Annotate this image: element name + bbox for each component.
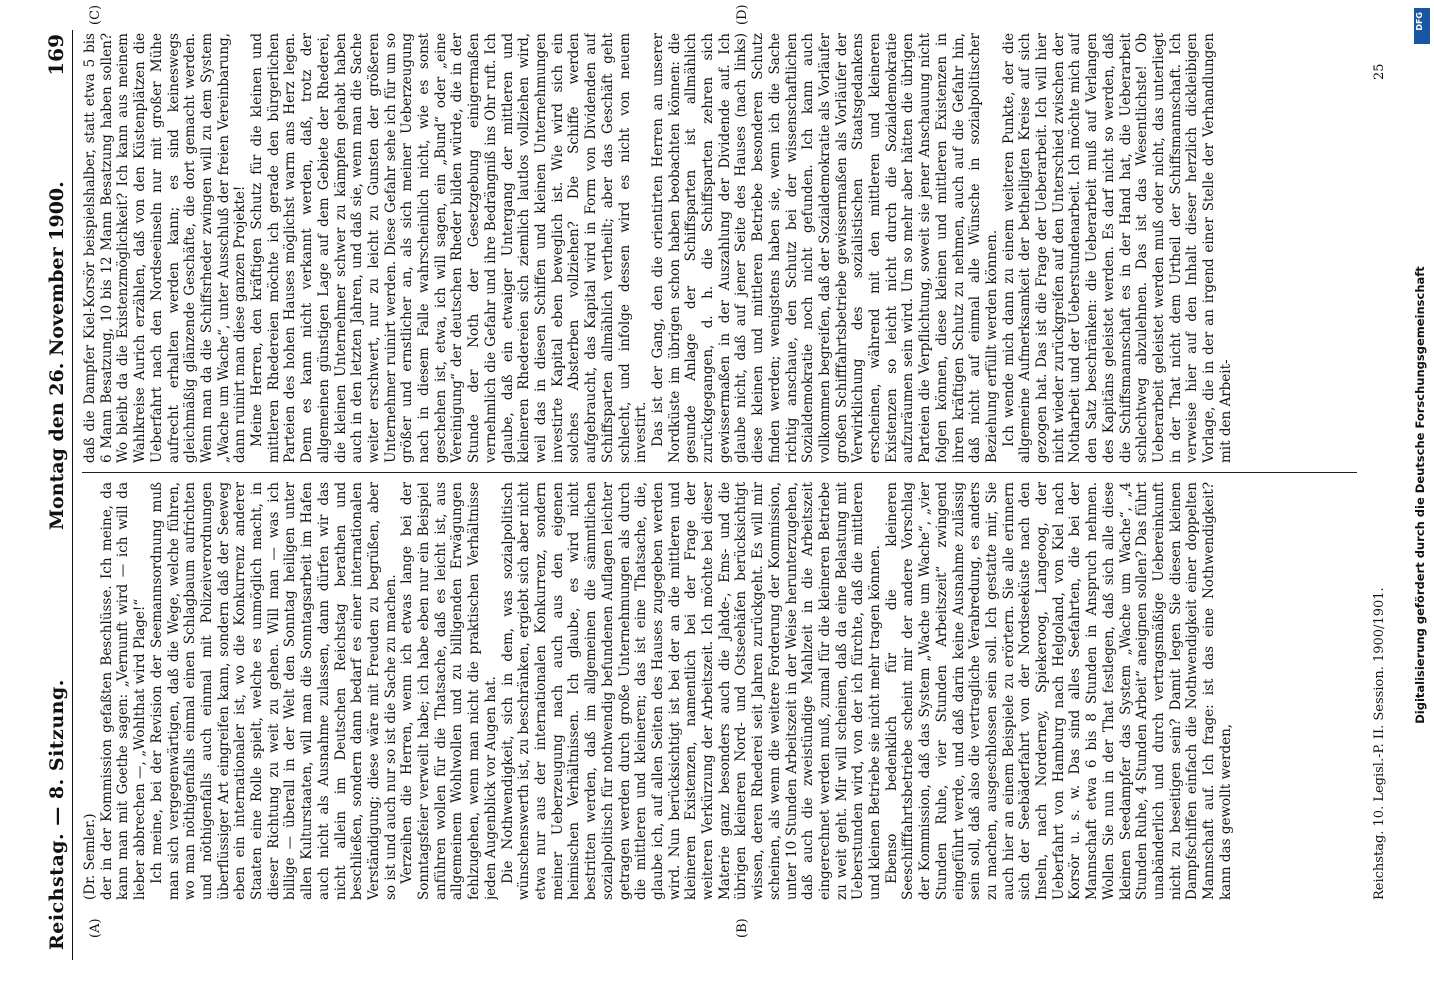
margin-mark-c: (C) (88, 4, 103, 25)
digitization-credit (1410, 0, 1434, 1000)
right-column (82, 33, 1362, 463)
credit-text: Digitalisierung gefördert durch die Deutsche Forschungsgemeinschaft (1413, 266, 1427, 724)
paragraph: der in der Kommission gefaßten Beschlüsse. Ich meine, da kann man mit Goethe sagen: „Vernunft wird — ich will da lieber abbrechen —, „Wohlthat wird Plage!“ (98, 482, 149, 900)
paragraph: Ich meine, bei der Revision der Seemannsordnung muß man sich vergegenwärtigen, daß die Wege, welche führen, wo man nöthigenfalls einmal einen Schlagbaum aufrichten und nöthigenfalls auch einmal mit Polizeiverordnungen überflüssiger Art eingreifen kann, sondern daß der Seeweg eben ein internationaler ist, wo die Konkurrenz anderer Staaten eine Rolle spielt, welche es unmöglich macht, in dieser Richtung zu weit zu gehen. Will man — was ich billige — überall in der Welt den Sonntag heiligen unter allen Kulturstaaten, will man die Sonntagsarbeit im Hafen auch nicht als Ausnahme zulassen, dann dürfen wir das nicht allein im Deutschen Reichstag berathen und beschließen, sondern dann bedarf es einer internationalen Verständigung; diese wäre mit Freuden zu begrüßen, aber so ist und auch nur so ist die Sache zu machen. (148, 482, 399, 900)
paragraph: daß die Dampfer Kiel-Korsör beispielshalber, statt etwa 5 bis 6 Mann Besatzung, 10 bis 12 Mann Besatzung haben sollen? Wo bleibt da die Existenzmöglichkeit? Ich kann aus meinem Wahlkreise Aurich erzählen, daß von den Küstenplätzen die Ueberfahrt nach den Nordseeinseln nur mit großer Mühe aufrecht erhalten werden kann; es sind keineswegs gleichmäßig glänzende Geschäfte, die dort gemacht werden. Wenn man da die Schiffsrheder zwingen will zu dem System „Wache um Wache“, unter Ausschluß der freien Vereinbarung, dann ruinirt man diese ganzen Projekte! (82, 33, 249, 463)
paragraph: Meine Herren, den kräftigen Schutz für die kleinen und mittleren Rhedereien möchte ich gerade den bürgerlichen Parteien des hohen Hauses möglichst warm ans Herz legen. Denn es kann nicht verkannt werden, daß, trotz der allgemeinen günstigen Lage auf dem Gebiete der Rhederei, die kleinen Unternehmer schwer zu kämpfen gehabt haben auch in den letzten Jahren, und daß sie, wenn man die Sache weiter erschwert, nur zu leicht zu Gunsten der größeren Unternehmer ruinirt werden. Diese Gefahr sehe ich für um so größer und ernstlicher an, als sich meiner Ueberzeugung nach in diesem Falle wahrscheinlich nicht, wie es sonst geschehen ist, etwa, ich will sagen, ein „Bund“ oder „eine Vereinigung“ der deutschen Rheder bilden würde, die in der Stunde der Noth der Gesetzgebung einigermaßen vernehmlich die Gefahr und ihre Bedrängniß ins Ohr ruft. Ich glaube, daß ein etwaiger Untergang der mittleren und kleineren Rhedereien sich ziemlich lautlos vollziehen wird, weil das in diesen Schiffen und kleinen Unternehmungen investirte Kapital eben beweglich ist. Wie wird sich ein solches Absterben vollziehen? Die Schiffe werden aufgebraucht, das Kapital wird in Form von Dividenden auf Schiffsparten allmählich vertheilt; aber das Geschäft geht schlecht, und infolge dessen wird es nicht von neuem investirt. (249, 33, 650, 463)
margin-mark-d: (D) (735, 4, 750, 25)
left-column (82, 482, 1362, 900)
paragraph: Das ist der Gang, den die orientirten Herren an unserer Nordküste im übrigen schon haben beobachten können: die gesunde Anlage der Schiffsparten ist allmählich zurückgegangen, d. h. die Schiffsparten zehren sich gewissermaßen in der Auszahlung der Dividende auf. Ich glaube nicht, daß auf jener Seite des Hauses (nach links) diese kleinen und mittleren Betriebe besonderen Schutz finden werden; wenigstens haben sie, wenn ich die Sache richtig anschaue, den Schutz bei der wissenschaftlichen Sozialdemokratie noch nicht gefunden. Ich kann auch vollkommen begreifen, daß der Sozialdemokratie als Vorläufer großen Schifffahrtsbetriebe gewissermaßen als Vorläufer der Verwirklichung des sozialistischen Staatsgedankens erscheinen, während mit den mittleren und kleineren Existenzen so leicht nicht durch die Sozialdemokratie aufzuräumen sein wird. Um so mehr aber hätten die übrigen Parteien die Verpflichtung, soweit sie jener Anschauung nicht folgen können, diese kleinen und mittleren Existenzen in ihren kräftigen Schutz zu nehmen, auch auf die Gefahr hin, daß nicht auf einmal alle Wünsche in sozialpolitischer Beziehung erfüllt werden können. (649, 33, 1000, 463)
paragraph: Die Nothwendigkeit, sich in dem, was sozialpolitisch wünschenswerth ist, zu beschränken, ergiebt sich aber nicht etwa nur aus der internationalen Konkurrenz, sondern meiner Ueberzeugung nach auch aus den eigenen heimischen Verhältnissen. Ich glaube, es wird nicht bestritten werden, daß im allgemeinen die sämmtlichen sozialpolitisch für nothwendig befundenen Auflagen leichter getragen werden durch große Unternehmungen als durch die mittleren und kleineren; das ist eine Thatsache, die, glaube ich, auf allen Seiten des Hauses zugegeben werden wird. Nun berücksichtigt ist bei der an die mittleren und kleineren Existenzen, namentlich bei der Frage der weiteren Verkürzung der Arbeitszeit. Ich möchte bei dieser Materie ganz besonders auch die Jahde-, Ems- und die übrigen kleineren Nord- und Ostseehäfen berücksichtigt wissen, deren Rhederei seit Jahren zurückgeht. Es will mir scheinen, als wenn die weitere Forderung der Kommission, unter 10 Stunden Arbeitszeit in der Weise herunterzugehen, daß auch die zweistündige Mahlzeit in die Arbeitszeit eingerechnet werden muß, zumal für die kleineren Betriebe zu weit geht. Mir will scheinen, daß da eine Belastung mit Ueberstunden wird, von der ich fürchte, daß die mittleren und kleinen Betriebe sie nicht mehr tragen können. (499, 482, 884, 900)
sheet-signature: 25 (1372, 63, 1387, 80)
margin-mark-a: (A) (88, 918, 103, 938)
margin-mark-b: (B) (735, 918, 750, 938)
page-number: 169 (44, 34, 68, 76)
footer-citation: Reichstag. 10. Legisl.-P. II. Session. 1900/1901. (1372, 587, 1387, 900)
column-divider (82, 472, 1357, 473)
header-title: Reichstag. — 8. Sitzung. (46, 679, 68, 950)
running-header (40, 30, 73, 960)
paragraph: Verzeihen die Herren, wenn ich etwas lange bei der Sonntagsfeier verweilt habe; ich habe eben nur ein Beispiel anführen wollen für die Thatsache, daß es leicht ist, aus allgemeinem Wohlwollen und zu billigenden Erwägungen fehlzugehen, wenn man nicht die praktischen Verhältnisse jeden Augenblick vor Augen hat. (399, 482, 499, 900)
paragraph: Ebenso bedenklich für die kleineren Seeschifffahrtsbetriebe scheint mir der andere Vorschlag der Kommission, daß das System „Wache um Wache“, „vier Stunden Ruhe, vier Stunden Arbeitszeit“ zwingend eingeführt werde, und daß darin keine Ausnahme zulässig sein soll, daß also die vertragliche Verabredung, es anders zu machen, ausgeschlossen sein soll. Ich gestatte mir, Sie auch hier an einem Beispiele zu erörtern. Sie alle erinnern sich der Seebäderfahrt von der Nordseeküste nach den Inseln, nach Norderney, Spiekeroog, Langeoog, der Ueberfahrt von Hamburg nach Helgoland, von Kiel nach Korsör u. s. w. Das sind alles Seefahrten, die bei der Mannschaft etwa 6 bis 8 Stunden in Anspruch nehmen. Wollen Sie nun in der That festlegen, daß sich alle diese kleinen Seedampfer das System „Wache um Wache“, „4 Stunden Ruhe, 4 Stunden Arbeit“ aneignen sollen? Das führt unabänderlich und durch vertragsmäßige Uebereinkunft nicht zu beseitigen sein? Damit legen Sie diesen kleinen Dampfschiffen einfach die Nothwendigkeit einer doppelten Mannschaft auf. Ich frage: ist das eine Nothwendigkeit? kann das gewollt werden, (883, 482, 1234, 900)
speaker-note: (Dr. Semler.) (82, 813, 98, 900)
header-date: Montag den 26. November 1900. (46, 181, 68, 530)
paragraph: Ich wende mich dann zu einem weiteren Punkte, der die allgemeine Aufmerksamkeit der betheiligten Kreise auf sich gezogen hat. Das ist die Frage der Ueberarbeit. Ich will hier nicht wieder zurückgreifen auf den Unterschied zwischen der Notharbeit und der Ueberstundenarbeit. Ich möchte mich auf den Satz beschränken: die Ueberarbeit muß auf Verlangen des Kapitäns geleistet werden. Es darf nicht so werden, daß die Schiffsmannschaft es in der Hand hat, die Ueberarbeit schlechtweg abzulehnen. Das ist das Wesentlichste! Ob Ueberarbeit geleistet werden muß oder nicht, das unterliegt in der That nicht dem Urtheil der Schiffsmannschaft. Ich verweise hier auf den Inhalt dieser herzlich dickleibigen Vorlage, die in der an irgend einer Stelle der Verhandlungen mit den Arbeit- (1000, 33, 1234, 463)
dfg-logo-text: DFG (1415, 12, 1424, 31)
